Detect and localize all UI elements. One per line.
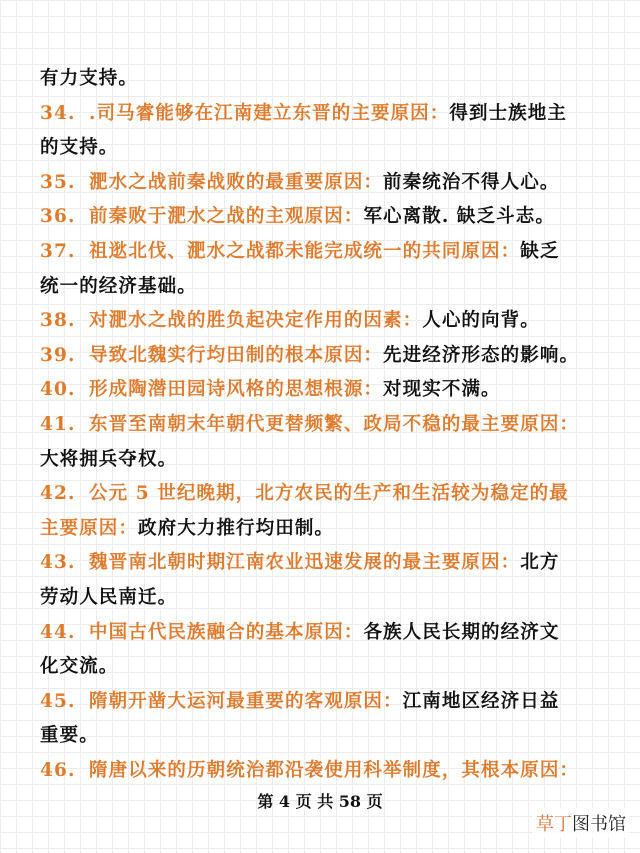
question-text: 形成陶潜田园诗风格的思想根源： <box>89 379 384 401</box>
text-line <box>40 62 606 97</box>
question-text: .司马睿能够在江南建立东晋的主要原因： <box>89 102 450 124</box>
question-text: 隋唐以来的历朝统治都沿袭使用科举制度，其根本原因： <box>89 759 580 781</box>
text-line <box>40 270 606 305</box>
text-line <box>40 339 606 374</box>
answer-text: 化交流。 <box>40 656 119 678</box>
item-number: 42. <box>40 483 84 505</box>
item-number: 35. <box>40 171 84 193</box>
text-line <box>40 581 606 616</box>
text-line <box>40 546 606 581</box>
answer-text: 大将拥兵夺权。 <box>40 448 178 470</box>
answer-text: 得到士族地主 <box>449 102 567 124</box>
qa-list <box>40 62 606 788</box>
question-text: 祖逖北伐、淝水之战都未能完成统一的共同原因： <box>89 240 521 262</box>
question-text: 东晋至南朝末年朝代更替频繁、政局不稳的最主要原因： <box>89 413 580 435</box>
answer-text: 各族人民长期的经济文 <box>363 621 560 643</box>
answer-text: 有力支持。 <box>40 68 139 89</box>
answer-text: 军心离散. 缺乏斗志。 <box>363 206 555 228</box>
item-number: 39. <box>40 344 84 366</box>
text-line <box>40 131 606 166</box>
text-line <box>40 443 606 478</box>
text-line <box>40 477 606 512</box>
answer-text: 江南地区经济日益 <box>402 690 560 712</box>
page-footer: 第 4 页 共 58 页 <box>257 792 383 811</box>
question-text: 导致北魏实行均田制的根本原因： <box>89 344 384 366</box>
text-line <box>40 373 606 408</box>
question-text: 主要原因： <box>40 517 139 539</box>
text-line <box>40 685 606 720</box>
answer-text: 缺乏 <box>520 240 560 262</box>
text-line <box>40 304 606 339</box>
answer-text: 统一的经济基础。 <box>40 275 197 297</box>
item-number: 37. <box>40 240 84 262</box>
text-line <box>40 616 606 651</box>
text-line <box>40 512 606 547</box>
item-number: 36. <box>40 206 84 228</box>
question-text: 淝水之战前秦战败的最重要原因： <box>89 171 384 193</box>
text-line <box>40 235 606 270</box>
answer-text: 对现实不满。 <box>383 379 501 401</box>
question-text: 中国古代民族融合的基本原因： <box>89 621 364 643</box>
answer-text: 劳动人民南迁。 <box>40 586 178 608</box>
text-line <box>40 97 606 132</box>
item-number: 46. <box>40 759 84 781</box>
item-number: 44. <box>40 621 84 643</box>
item-number: 41. <box>40 413 84 435</box>
item-number: 43. <box>40 552 84 574</box>
item-number: 34. <box>40 102 84 124</box>
item-number: 40. <box>40 379 84 401</box>
answer-text: 前秦统治不得人心。 <box>383 171 560 193</box>
text-line <box>40 754 606 789</box>
watermark-logo: 草丁图书馆 <box>532 808 630 838</box>
question-text: 对淝水之战的胜负起决定作用的因素： <box>89 310 423 332</box>
text-line <box>40 200 606 235</box>
item-number: 38. <box>40 310 84 332</box>
answer-text: 的支持。 <box>40 137 119 159</box>
text-line <box>40 650 606 685</box>
answer-text: 先进经济形态的影响。 <box>383 344 580 366</box>
text-line <box>40 166 606 201</box>
question-text: 魏晋南北朝时期江南农业迅速发展的最主要原因： <box>89 552 521 574</box>
item-number: 45. <box>40 690 84 712</box>
answer-text: 人心的向背。 <box>422 310 540 332</box>
text-line <box>40 408 606 443</box>
question-text: 隋朝开凿大运河最重要的客观原因： <box>89 690 403 712</box>
question-text: 公元 5 世纪晚期，北方农民的生产和生活较为稳定的最 <box>89 483 569 505</box>
answer-text: 北方 <box>520 552 560 574</box>
question-text: 前秦败于淝水之战的主观原因： <box>89 206 364 228</box>
text-line <box>40 719 606 754</box>
answer-text: 政府大力推行均田制。 <box>138 517 335 539</box>
answer-text: 重要。 <box>40 725 99 747</box>
